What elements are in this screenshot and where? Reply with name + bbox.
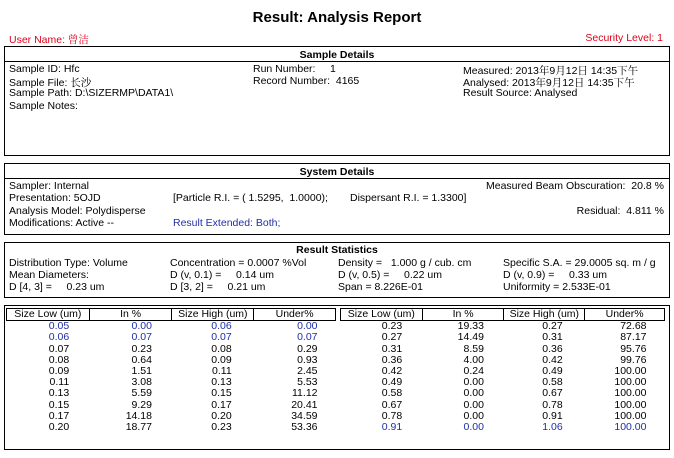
table-cell: 100.00 [614, 376, 647, 389]
table-cell: 1.51 [131, 365, 152, 378]
analysis-model: Analysis Model: Polydisperse [9, 205, 146, 217]
system-details-header: System Details [299, 166, 375, 178]
residual: Residual: 4.811 % [576, 205, 664, 217]
table-row [7, 332, 336, 343]
sample-id: Sample ID: Hfc [9, 63, 80, 75]
result-extended: Result Extended: Both; [173, 217, 281, 229]
table-cell: 0.58 [542, 376, 563, 389]
table-cell: 0.00 [297, 320, 318, 333]
table-cell: 100.00 [614, 421, 647, 434]
dv01: D (v, 0.1) = 0.14 um [170, 269, 274, 281]
table-cell: 0.07 [297, 331, 318, 344]
table-cell: 0.00 [463, 376, 484, 389]
table-cell: 100.00 [614, 365, 647, 378]
table-cell: 0.09 [211, 353, 232, 366]
table-cell: 0.13 [211, 376, 232, 389]
table-row [341, 332, 665, 343]
table-cell: 0.11 [212, 365, 232, 378]
table-cell: 0.49 [542, 365, 563, 378]
table-cell: 100.00 [614, 398, 647, 411]
table-cell: 0.64 [131, 353, 152, 366]
measured-date: Measured: 2013年9月12日 14:35下午 [463, 65, 639, 77]
table-cell: 11.12 [292, 387, 318, 400]
table-cell: 1.06 [542, 421, 563, 434]
table-cell: 0.13 [48, 387, 70, 400]
system-details-panel [4, 163, 670, 235]
sample-details-header: Sample Details [299, 49, 375, 61]
presentation: Presentation: 5OJD [9, 192, 101, 204]
beam-obscuration: Measured Beam Obscuration: 20.8 % [485, 180, 664, 192]
column-header-size-high: Size High (um) [172, 309, 254, 321]
table-row [341, 422, 665, 433]
table-cell: 0.78 [381, 409, 403, 422]
table-cell: 0.23 [381, 320, 403, 333]
table-cell: 0.20 [48, 421, 70, 434]
table-cell: 2.45 [297, 365, 318, 378]
table-cell: 18.77 [125, 421, 152, 434]
specific-sa: Specific S.A. = 29.0005 sq. m / g [503, 257, 656, 269]
sample-file: Sample File: 长沙 [9, 77, 92, 89]
table-cell: 8.59 [463, 342, 484, 355]
table-cell: 3.08 [131, 376, 152, 389]
sample-notes: Sample Notes: [9, 100, 78, 112]
column-header-size-low: Size Low (um) [341, 309, 423, 321]
analysed-date: Analysed: 2013年9月12日 14:35下午 [463, 77, 635, 89]
table-cell: 0.17 [48, 409, 70, 422]
table-cell: 20.41 [291, 398, 318, 411]
mean-diameters: Mean Diameters: [9, 269, 89, 281]
table-cell: 87.17 [620, 331, 647, 344]
distribution-table-right [340, 308, 665, 433]
table-cell: 0.27 [381, 331, 403, 344]
table-cell: 72.68 [620, 320, 647, 333]
table-cell: 0.07 [211, 331, 232, 344]
table-cell: 0.31 [381, 342, 403, 355]
result-statistics-header: Result Statistics [296, 244, 378, 256]
table-row [7, 388, 336, 399]
table-cell: 34.59 [291, 409, 318, 422]
table-cell: 5.59 [131, 387, 152, 400]
column-header-in-percent: In % [422, 309, 504, 321]
d32: D [3, 2] = 0.21 um [170, 281, 266, 293]
user-name: User Name: 曾洁 [9, 34, 89, 46]
column-header-size-low: Size Low (um) [7, 309, 90, 321]
table-cell: 0.00 [463, 409, 484, 422]
distribution-type: Distribution Type: Volume [9, 257, 128, 269]
sample-details-panel [4, 46, 670, 156]
modifications: Modifications: Active -- [9, 217, 115, 229]
table-cell: 0.06 [48, 331, 70, 344]
particle-ri: [Particle R.I. = ( 1.5295, 1.0000); [173, 192, 328, 204]
table-header-row [7, 309, 336, 321]
table-cell: 0.20 [211, 409, 232, 422]
table-cell: 0.27 [542, 320, 563, 333]
column-header-size-high: Size High (um) [504, 309, 585, 321]
table-cell: 4.00 [463, 353, 484, 366]
table-row [7, 422, 336, 433]
column-header-in-percent: In % [89, 309, 172, 321]
table-cell: 99.76 [620, 353, 647, 366]
table-cell: 0.08 [48, 353, 70, 366]
table-cell: 0.23 [211, 421, 232, 434]
table-cell: 5.53 [297, 376, 318, 389]
concentration: Concentration = 0.0007 %Vol [170, 257, 307, 269]
table-cell: 0.91 [542, 409, 563, 422]
table-cell: 0.23 [131, 342, 152, 355]
run-number: Run Number: 1 [253, 63, 336, 75]
table-cell: 0.67 [542, 387, 563, 400]
table-cell: 0.29 [297, 342, 318, 355]
table-cell: 0.36 [542, 342, 563, 355]
table-cell: 0.00 [463, 387, 484, 400]
table-cell: 0.31 [542, 331, 563, 344]
table-cell: 0.93 [297, 353, 318, 366]
sample-path: Sample Path: D:\SIZERMP\DATA1\ [9, 87, 174, 99]
table-cell: 14.49 [457, 331, 484, 344]
table-cell: 100.00 [614, 387, 647, 400]
distribution-table-left [6, 308, 336, 433]
table-cell: 0.15 [211, 387, 232, 400]
column-header-under-percent: Under% [585, 309, 665, 321]
table-cell: 0.78 [542, 398, 563, 411]
table-cell: 0.09 [48, 365, 70, 378]
table-cell: 0.00 [131, 320, 152, 333]
table-cell: 0.07 [48, 342, 70, 355]
dv05: D (v, 0.5) = 0.22 um [338, 269, 442, 281]
table-cell: 0.24 [463, 365, 484, 378]
table-cell: 0.17 [211, 398, 232, 411]
dispersant-ri: Dispersant R.I. = 1.3300] [350, 192, 467, 204]
column-header-under-percent: Under% [254, 309, 336, 321]
table-header-row [341, 309, 665, 321]
table-cell: 0.05 [48, 320, 70, 333]
table-cell: 53.36 [291, 421, 318, 434]
table-cell: 0.58 [381, 387, 403, 400]
table-cell: 9.29 [131, 398, 152, 411]
table-cell: 0.08 [211, 342, 232, 355]
dv09: D (v, 0.9) = 0.33 um [503, 269, 607, 281]
result-source: Result Source: Analysed [463, 87, 578, 99]
result-statistics-panel [4, 242, 670, 298]
table-cell: 100.00 [614, 409, 647, 422]
table-cell: 0.00 [463, 398, 484, 411]
table-cell: 0.00 [463, 421, 484, 434]
table-cell: 0.15 [48, 398, 70, 411]
table-cell: 0.49 [381, 376, 403, 389]
table-cell: 95.76 [620, 342, 647, 355]
uniformity: Uniformity = 2.533E-01 [503, 281, 611, 293]
table-cell: 0.07 [131, 331, 152, 344]
report-title: Result: Analysis Report [252, 9, 422, 26]
table-cell: 14.18 [125, 409, 152, 422]
span: Span = 8.226E-01 [338, 281, 423, 293]
table-cell: 0.06 [211, 320, 232, 333]
table-cell: 0.36 [381, 353, 403, 366]
sampler: Sampler: Internal [9, 180, 89, 192]
table-cell: 0.42 [381, 365, 403, 378]
table-cell: 0.67 [381, 398, 403, 411]
density: Density = 1.000 g / cub. cm [338, 257, 472, 269]
table-cell: 0.11 [49, 376, 70, 389]
d43: D [4, 3] = 0.23 um [9, 281, 105, 293]
security-level: Security Level: 1 [585, 32, 663, 44]
table-row [341, 388, 665, 399]
table-cell: 19.33 [457, 320, 484, 333]
record-number: Record Number: 4165 [253, 75, 360, 87]
table-cell: 0.91 [381, 421, 403, 434]
table-cell: 0.42 [542, 353, 563, 366]
